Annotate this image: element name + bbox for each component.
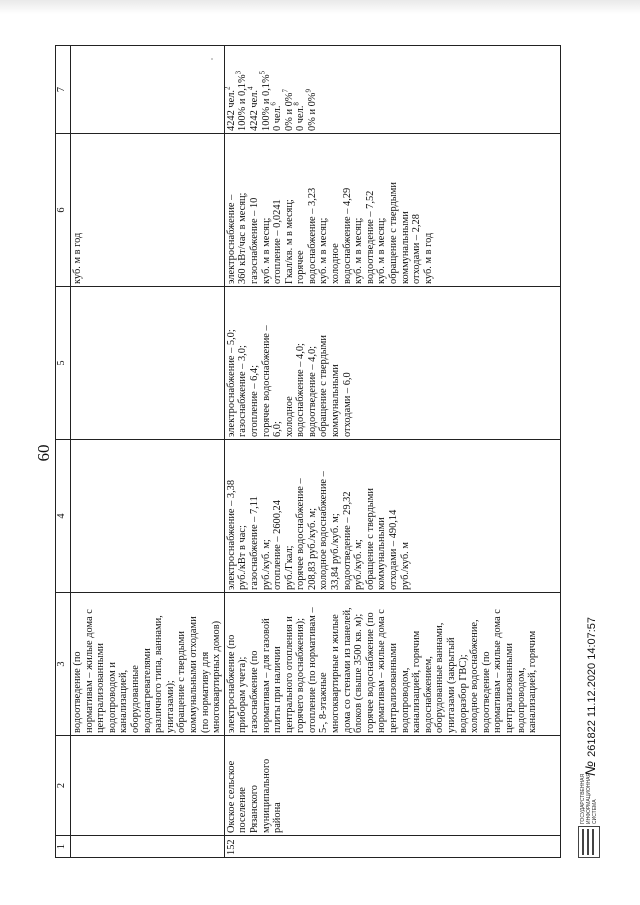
pop-line: 4242 чел.$^4$	[246, 86, 260, 131]
col-num-2: 2	[56, 735, 71, 835]
registry-stamp-icon	[578, 826, 600, 858]
tariff-table	[55, 45, 561, 858]
col-num-7: 7	[56, 45, 71, 133]
pop-line: 4242 чел.$^2$	[223, 86, 237, 131]
cell-empty	[71, 835, 225, 857]
municipality-cell: Окское сельское поселение Рязанского муниципального района	[224, 735, 560, 835]
rotated-page	[20, 28, 620, 878]
tariffs-cell: электроснабжение – 3,38 руб./кВт в час; газоснабжение – 7,11 руб./куб. м; отопление – 2600,24 руб./Гкал; горячее водоснабжение – 208,83 руб./куб. м; холодное водоснабжение – 33,84 руб./куб. м; водоотведение – 29,32 руб./куб. м; обращение с твердыми коммунальными отходами – 490,14 руб./куб. м	[224, 439, 560, 592]
pop-line: 0% и 0%$^7$	[281, 88, 295, 131]
cell-empty	[71, 45, 225, 133]
pop-line: 0 чел.$^6$	[269, 101, 284, 131]
norms-continued-cell: куб. м в год	[71, 133, 225, 286]
pop-line: 100% и 0,1%$^3$	[234, 70, 249, 131]
column-number-row	[56, 45, 71, 857]
serial-mark: №	[582, 760, 598, 776]
cell-empty	[71, 286, 225, 439]
col-num-6: 6	[56, 133, 71, 286]
services-continued-cell: водоотведение (по нормативам – жилые дома с централизованными водопроводом и канализацией, оборудованные водонагревателями различного типа, ваннами, унитазами); обращение с твердыми коммунальными отходами (по нормативу для многоквартирных домов)	[71, 592, 225, 735]
stamp-caption: ГОСУДАРСТВЕННАЯ ИНФОРМАЦИОННАЯ СИСТЕМА	[580, 772, 598, 824]
pop-line: 0% и 0%$^9$	[304, 88, 318, 131]
pop-line: 0 чел.$^8$	[292, 101, 307, 131]
col-num-4: 4	[56, 439, 71, 592]
col-num-5: 5	[56, 286, 71, 439]
col-num-3: 3	[56, 592, 71, 735]
col-num-1: 1	[56, 835, 71, 857]
table-row	[224, 45, 560, 857]
scan-top-edge	[0, 0, 640, 14]
document-footer	[572, 46, 612, 858]
document-serial	[582, 616, 598, 775]
services-cell: электроснабжение (по приборам учета); газоснабжение (по нормативам – для газовой плиты при наличии центрального отопления и горячего водоснабжения); отопление (по нормативам – 5-, 8-этажные многоквартирные и жилые дома со стенами из панелей, блоков (свыше 3500 кв. м); горячее водоснабжение (по нормативам – жилые дома с централизованными водопроводом, канализацией, горячим водоснабжением, оборудованные ваннами, унитазами (закрытый водоразбор ГВС); холодное водоснабжение, водоотведение (по нормативам – жилые дома с централизованными водопроводом, канализацией, горячим	[224, 592, 560, 735]
growth-index-cell: электроснабжение – 5,0; газоснабжение – 3,0; отопление – 6,4; горячее водоснабжение – 6,0; холодное водоснабжение – 4,0; водоотведение – 4,0; обращение с твердыми коммунальными отходами – 6,0	[224, 286, 560, 439]
row-number-cell: 152	[224, 835, 560, 857]
population-share-cell	[224, 45, 560, 133]
cell-empty	[71, 439, 225, 592]
pop-line: 100% и 0,1%$^5$	[258, 70, 272, 131]
consumption-norms-cell: электроснабжение – 360 кВт/час в месяц; газоснабжение – 10 куб. м в месяц; отопление – 0,0241 Гкал/кв. м в месяц; горячее водоснабжение – 3,23 куб. м в месяц; холодное водоснабжение – 4,29 куб. м в месяц; водоотведение – 7,52 куб. м в месяц; обращение с твердыми коммунальными отходами – 2,28 куб. м в год	[224, 133, 560, 286]
continued-row	[71, 45, 225, 857]
cell-empty	[71, 735, 225, 835]
page-number: 60	[34, 444, 53, 461]
serial-number: 261822 11.12.2020 14:07:57	[586, 616, 598, 757]
